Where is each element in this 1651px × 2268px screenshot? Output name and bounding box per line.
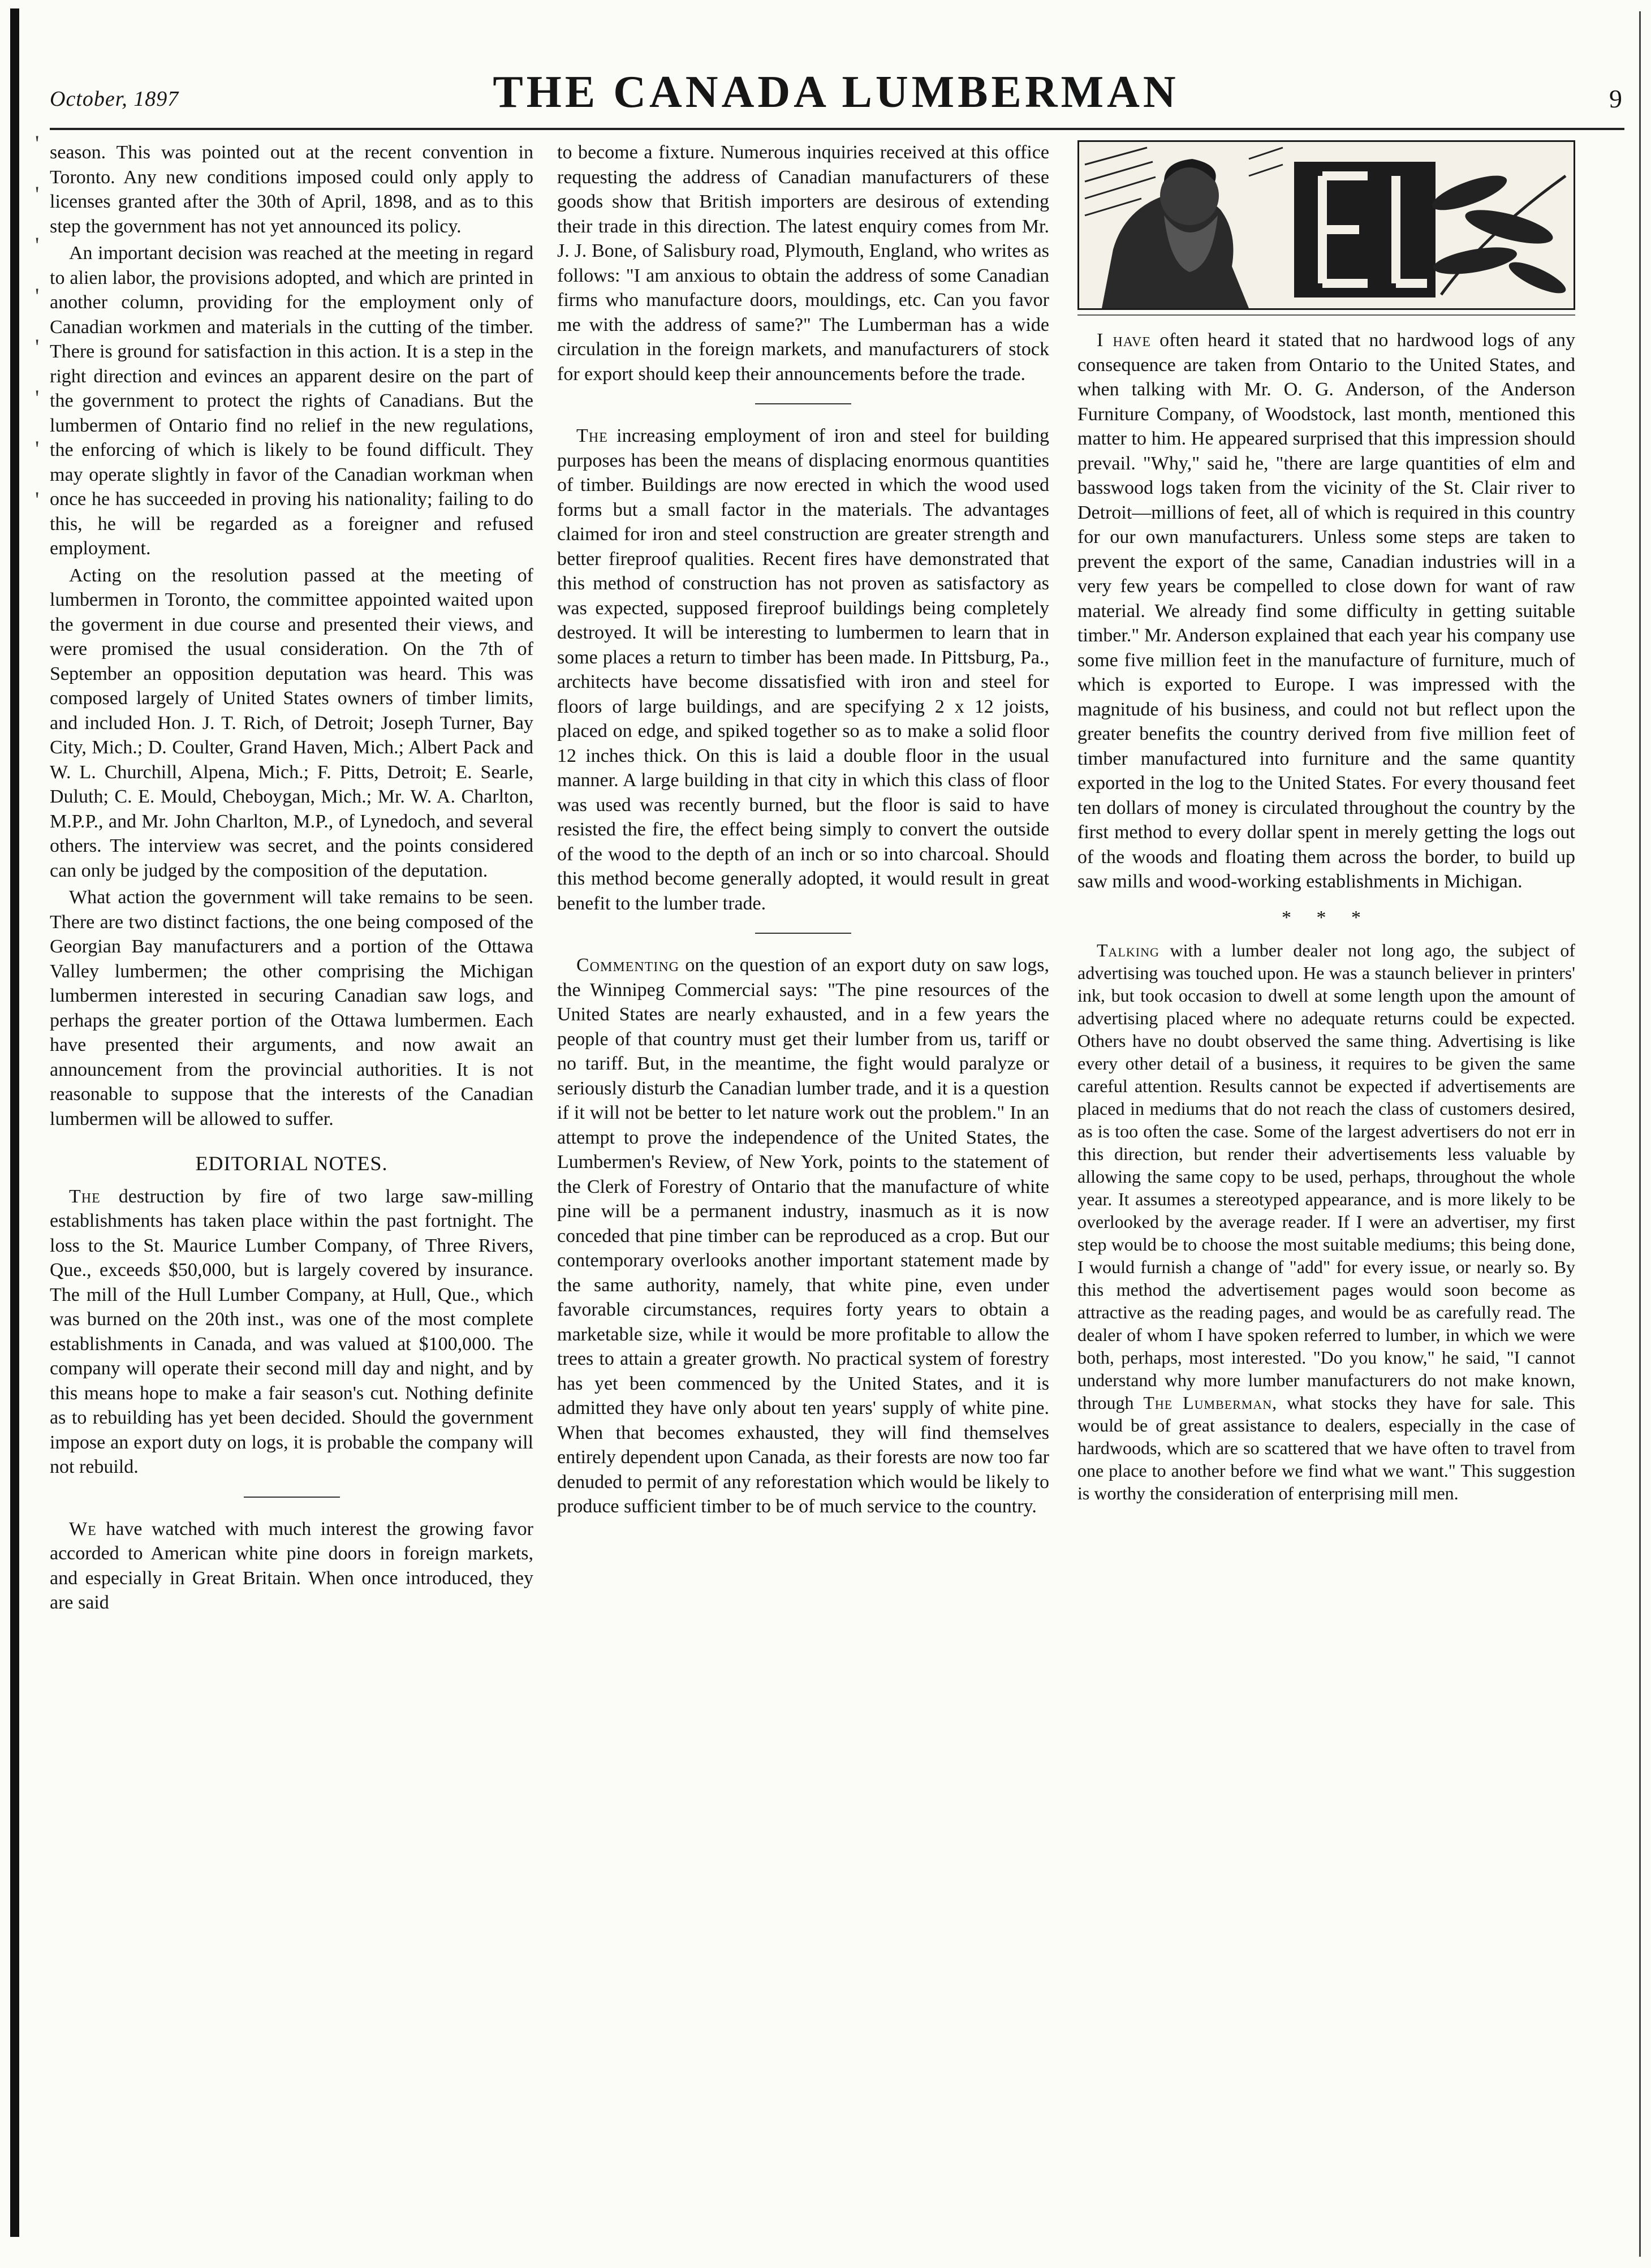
paragraph [50,1517,533,1615]
paragraph-text: what stocks they have for sale. This would be of great assistance to dealers, especially in the case of hardwoods, which are so scattered that we have often to travel from one place to another before we find what we want." This suggestion is worthy the consideration of enterprising mill men. [1077,1392,1576,1503]
lead-in: Talking [1097,940,1159,960]
section-stars: * * * [1282,907,1371,928]
paragraph: Acting on the resolution passed at the meeting of lumbermen in Toronto, the committee appointed waited upon the goverment in due course and presented their views, and were promised the usual consideration. On the 7th of September an opposition deputation was heard. This was composed largely of United States owners of timber limits, and included Hon. J. T. Rich, of Detroit; Joseph Turner, Bay City, Mich.; D. Coulter, Grand Haven, Mich.; Albert Pack and W. L. Churchill, Alpena, Mich.; F. Pitts, Detroit; E. Searle, Duluth; C. E. Mould, Cheboygan, Mich.; Mr. W. A. Charlton, M.P.P., and Mr. John Charlton, M.P., of Lynedoch, and several others. The interview was secret, and the points considered can only be judged by the composition of the deputation. [50,564,533,881]
paragraph-text: have watched with much interest the growing favor accorded to American white pine doors in foreign markets, and especially in Great Britain. When once introduced, they are said [50,1518,533,1613]
page-binding-edge [10,8,19,2237]
paragraph [1077,939,1575,1504]
masthead-title: THE CANADA LUMBERMAN [493,67,1179,117]
paragraph: An important decision was reached at the meeting in regard to alien labor, the provisions adopted, and which are printed in another column, providing for the employment only of Canadian workmen and materials in the cutting of the timber. There is ground for satisfaction in this action. It is a step in the right direction and evinces an apparent desire on the part of the government to protect the rights of Canadians. But the lumbermen of Ontario find no relief in the new regulations, the enforcing of which is likely to be found difficult. They may operate slightly in favor of the Canadian workman when once he has succeeded in proving his nationality; failing to do this, he will be regarded as a foreigner and refused employment. [50,243,533,559]
separator-rule [244,1497,340,1498]
column-1 [50,140,533,1618]
column-3 [1077,328,1575,1507]
header-date: October, 1897 [50,87,179,111]
decorative-initial-illustration-icon [1077,140,1575,310]
paragraph-text: on the question of an export duty on saw logs, the Winnipeg Commercial says: "The pine resources of the United States are nearly exhausted, and in a few years the people of that country must get their lumber from us, tariff or no tariff. But, in the meantime, the fight would paralyze or seriously disturb the Canadian lumber trade, and it is a question if it will not be better to let nature work out the problem." In an attempt to prove the independence of the United States, the Lumbermen's Review, of New York, points to the statement of the Clerk of Forestry of Ontario that the manufacture of white pine will be a permanent industry, inasmuch as it is now conceded that pine timber can be reproduced as a crop. But our contemporary overlooks another important statement made by the same authority, namely, that white pine, even under favorable circumstances, requires forty years to obtain a marketable size, while it would be more profitable to allow the trees to attain a greater growth. No practical system of forestry has yet been commenced by the United States, and it is admitted they have only about ten years' supply of white pine. When that becomes exhausted, they will find themselves entirely dependent upon Canada, as their forests are now too far denuded to permit of any reforestation which would be likely to produce sufficient timber to be of much service to the country. [557,955,1049,1517]
page-right-edge [1639,11,1641,2257]
section-heading: EDITORIAL NOTES. [195,1152,388,1175]
lead-in: The [69,1185,101,1207]
column-2 [557,140,1049,1521]
lead-in: The [576,425,608,446]
lead-in: I have [1097,330,1152,351]
paragraph [1077,328,1575,894]
publication-name: The Lumberman, [1143,1392,1278,1413]
paragraph-text: destruction by fire of two large saw-milling establishments has taken place within the past fortnight. The loss to the St. Maurice Lumber Company, of Three Rivers, Que., exceeds $50,000, but is largely covered by insurance. The mill of the Hull Lumber Company, at Hull, Que., which was burned on the 20th inst., was one of the most complete establishments in Canada, and was valued at $100,000. The company will operate their second mill day and night, and by this means hope to make a fair season's cut. Nothing definite as to rebuilding has yet been decided. Should the government impose an export duty on logs, it is probable the company will not rebuild. [50,1185,533,1477]
paragraph: What action the government will take remains to be seen. There are two distinct factions, the one being composed of the Georgian Bay manufacturers and a portion of the Ottawa Valley lumbermen; the other comprising the Michigan lumbermen interested in securing Canadian saw logs, and perhaps the greater portion of the Ottawa lumbermen. Each have presented their arguments, and now await an announcement from the provincial authorities. It is not reasonable to suppose that the interests of the Canadian lumbermen will be allowed to suffer. [50,887,533,1129]
separator-rule [755,403,851,404]
page-number: 9 [1609,84,1622,113]
header-rule [50,128,1624,130]
paragraph [50,1184,533,1480]
paragraph [557,424,1049,916]
paragraph-text: often heard it stated that no hardwood logs of any consequence are taken from Ontario to the United States, and when talking with Mr. O. G. Anderson, of the Anderson Furniture Company, of Woodstock, last month, mentioned this matter to him. He appeared surprised that this impression should prevail. "Why," said he, "there are large quantities of elm and basswood logs taken from the vicinity of the St. Clair river to Detroit—millions of feet, all of which is required in this country for our own manufacturers. Unless some steps are taken to prevent the export of the same, Canadian industries will in a very few years be compelled to close down for want of raw material. We already find some difficulty in getting suitable timber." Mr. Anderson explained that each year his company use some five million feet in the manufacture of furniture, much of which is exported to Europe. I was impressed with the magnitude of his business, and could not but reflect upon the greater benefits the country derived from five million feet of timber manufactured into furniture and the same quantity exported in the log to the United States. For every thousand feet ten dollars of money is circulated throughout the country by the first method to every dollar spent in merely getting the logs out of the woods and floating them across the border, to build up saw mills and wood-working establishments in Michigan. [1077,330,1575,892]
separator-rule [755,933,851,934]
paragraph [557,953,1049,1519]
paragraph-text: with a lumber dealer not long ago, the subject of advertising was touched upon. He was a staunch believer in printers' ink, but took occasion to dwell at some length upon the amount of advertising placed where no adequate returns could be expected. Others have no doubt observed the same thing. Advertising is like every other detail of a business, it requires to be given the same careful attention. Results cannot be expected if advertisements are placed in mediums that do not reach the class of customers desired, as is too often the case. Some of the largest advertisers do not err in this direction, but render their advertisements less valuable by allowing the same copy to be used, perhaps, throughout the whole year. It assumes a stereotyped appearance, and is more likely to be overlooked by the average reader. If I were an advertiser, my first step would be to choose the most suitable mediums; this being done, I would furnish a change of "add" for every issue, or nearly so. By this method the advertisement pages would soon become as attractive as the reading pages, and would be as carefully read. The dealer of whom I have spoken referred to lumber, in which we were both, perhaps, most interested. "Do you know," he said, "I cannot understand why more lumber manufacturers do not make known, through [1077,940,1575,1413]
lead-in: We [69,1518,97,1540]
paragraph: season. This was pointed out at the recent convention in Toronto. Any new conditions imposed could only apply to licenses granted after the 30th of April, 1898, and as to this step the government has not yet announced its policy. [50,142,533,237]
margin-marks: ' ' ' ' ' ' ' ' [35,131,40,512]
page-header [50,67,1622,129]
paragraph: to become a fixture. Numerous inquiries received at this office requesting the address of Canadian manufacturers of these goods show that British importers are desirous of extending their trade in this direction. The latest enquiry comes from Mr. J. J. Bone, of Salisbury road, Plymouth, England, who writes as follows: "I am anxious to obtain the address of some Canadian firms who manufacture doors, mouldings, etc. Can you favor me with the address of same?" The Lumberman has a wide circulation in the foreign markets, and manufacturers of stock for export should keep their announcements before the trade. [557,142,1049,385]
paragraph-text: increasing employment of iron and steel for building purposes has been the means of displacing enormous quantities of timber. Buildings are now erected in which the wood used forms but a small factor in the materials. The advantages claimed for iron and steel construction are greater strength and better fireproof qualities. Recent fires have demonstrated that this method of construction has not proven as satisfactory as was expected, supposed fireproof buildings being completely destroyed. It will be interesting to lumbermen to learn that in some places a return to timber has been made. In Pittsburg, Pa., architects have become dissatisfied with iron and steel for floors of large buildings, and are specifying 2 x 12 joists, placed on edge, and spiked together so as to make a solid floor 12 inches thick. On this is laid a double floor in the usual manner. A large building in that city in which this class of floor was used was recently burned, but the floor is said to have resisted the fire, the effect being simply to convert the outside of the wood to the depth of an inch or so into charcoal. Should this method become generally adopted, it would result in great benefit to the lumber trade. [557,425,1049,914]
separator-rule [1077,314,1575,316]
lead-in: Commenting [576,955,679,976]
